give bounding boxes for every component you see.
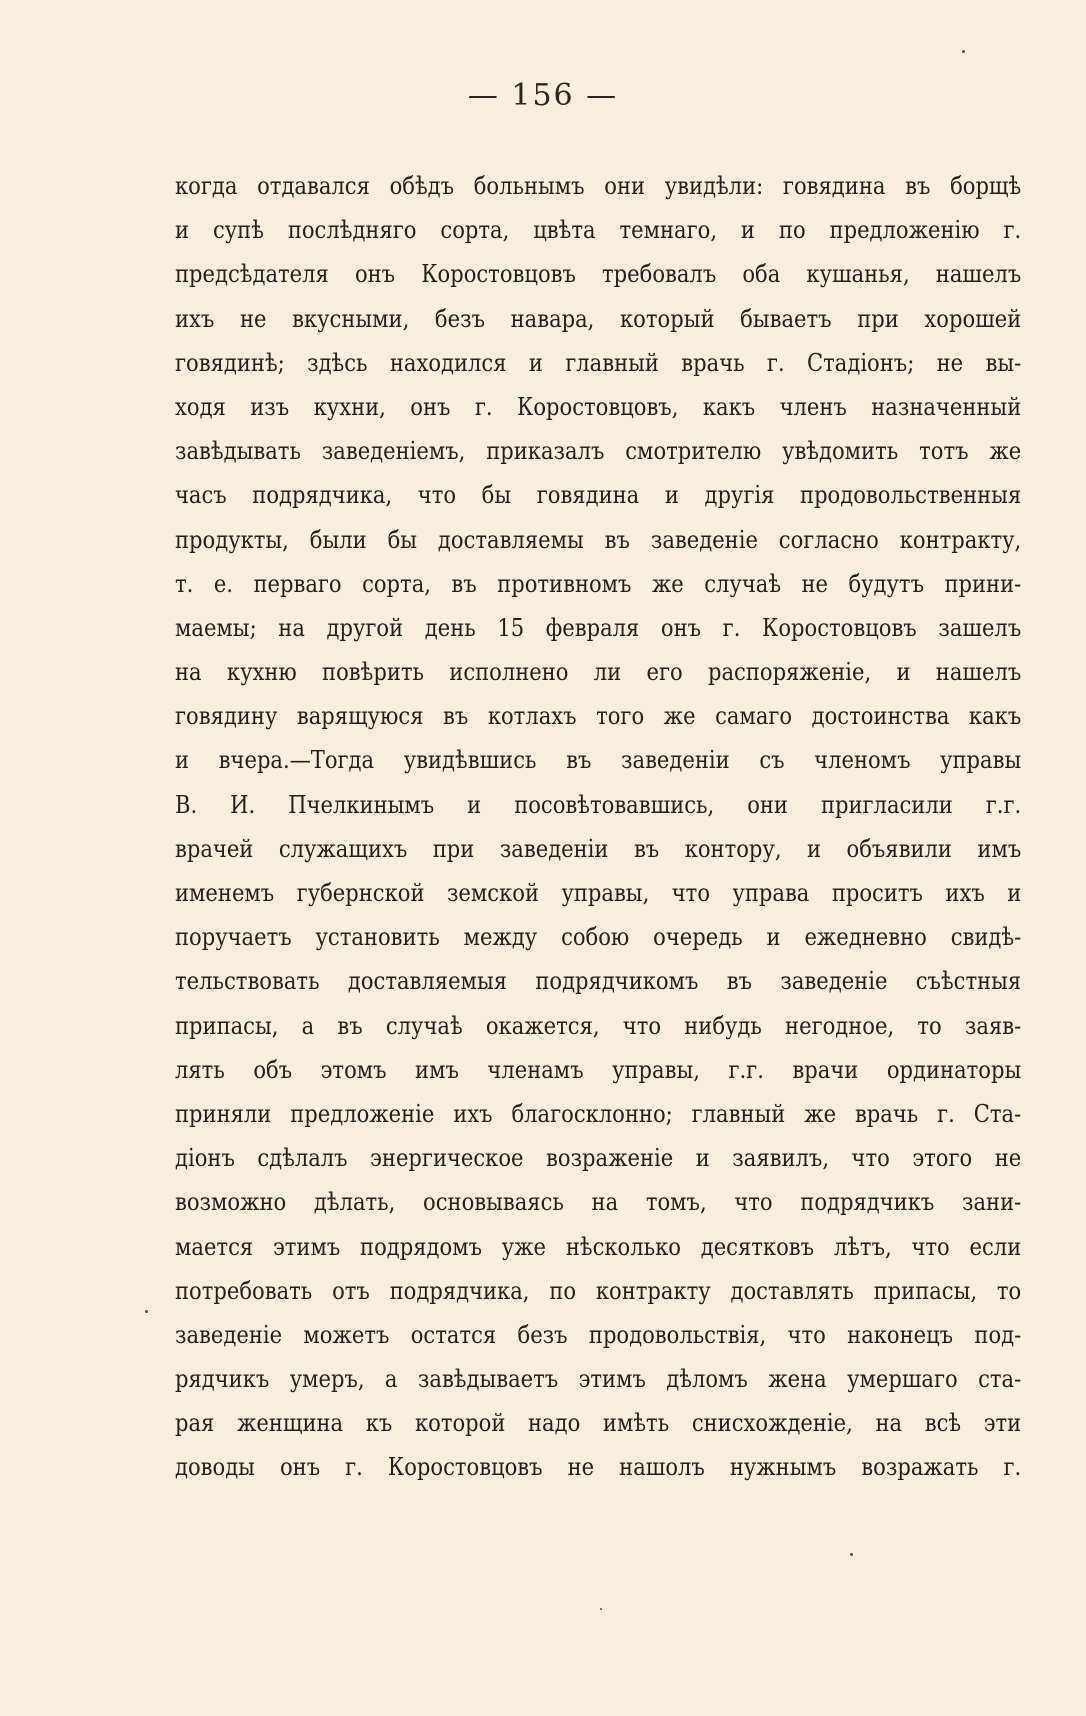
text-line: возможно дѣлать, основываясь на томъ, что подрядчикъ зани- bbox=[175, 1187, 1022, 1217]
text-line: часъ подрядчика, что бы говядина и другія продовольственныя bbox=[175, 480, 1022, 510]
text-line: мается этимъ подрядомъ уже нѣсколько десятковъ лѣтъ, что если bbox=[175, 1231, 1022, 1261]
text-line: предсѣдателя онъ Коростовцовъ требовалъ оба кушанья, нашелъ bbox=[175, 259, 1022, 289]
text-line: рядчикъ умеръ, а завѣдываетъ этимъ дѣломъ жена умершаго ста- bbox=[175, 1364, 1022, 1394]
text-line: лять объ этомъ имъ членамъ управы, г.г. врачи ординаторы bbox=[175, 1054, 1022, 1084]
text-line: т. е. перваго сорта, въ противномъ же случаѣ не будутъ прини- bbox=[175, 568, 1022, 598]
text-line: завѣдывать заведеніемъ, приказалъ смотрителю увѣдомить тотъ же bbox=[175, 436, 1022, 466]
text-line: приняли предложеніе ихъ благосклонно; главный же врачь г. Ста- bbox=[175, 1098, 1022, 1128]
text-line: В. И. Пчелкинымъ и посовѣтовавшись, они пригласили г.г. bbox=[175, 789, 1022, 819]
text-line: говядинѣ; здѣсь находился и главный врачь г. Стадіонъ; не вы- bbox=[175, 347, 1022, 377]
text-line: потребовать отъ подрядчика, по контракту доставлять припасы, то bbox=[175, 1275, 1022, 1305]
text-line: говядину варящуюся въ котлахъ того же самаго достоинства какъ bbox=[175, 701, 1022, 731]
text-line: ходя изъ кухни, онъ г. Коростовцовъ, какъ членъ назначенный bbox=[175, 391, 1022, 421]
page-number-header: — 156 — bbox=[467, 78, 619, 113]
text-line: діонъ сдѣлалъ энергическое возраженіе и заявилъ, что этого не bbox=[175, 1143, 1022, 1173]
text-line: именемъ губернской земской управы, что управа проситъ ихъ и bbox=[175, 878, 1022, 907]
text-line: врачей служащихъ при заведеніи въ контору, и объявили имъ bbox=[175, 833, 1022, 863]
text-line: продукты, были бы доставляемы въ заведеніе согласно контракту, bbox=[175, 524, 1022, 554]
text-line: заведеніе можетъ остатся безъ продовольствія, что наконецъ под- bbox=[175, 1319, 1022, 1349]
text-line: ихъ не вкусными, безъ навара, который бываетъ при хорошей bbox=[175, 303, 1022, 333]
print-speck bbox=[850, 1553, 853, 1556]
body-text bbox=[175, 164, 1022, 1490]
text-line: доводы онъ г. Коростовцовъ не нашолъ нужнымъ возражать г. bbox=[175, 1452, 1022, 1482]
text-line: поручаетъ установить между собою очередь и ежедневно свидѣ- bbox=[175, 922, 1022, 952]
text-line: тельствовать доставляемыя подрядчикомъ въ заведеніе съѣстныя bbox=[175, 966, 1022, 996]
text-line: рая женщина къ которой надо имѣть снисхожденіе, на всѣ эти bbox=[175, 1408, 1022, 1438]
print-speck bbox=[145, 1310, 148, 1313]
text-line: припасы, а въ случаѣ окажется, что нибудь негодное, то заяв- bbox=[175, 1010, 1022, 1040]
text-line: на кухню повѣрить исполнено ли его распоряженіе, и нашелъ bbox=[175, 657, 1022, 687]
text-line: когда отдавался обѣдъ больнымъ они увидѣли: говядина въ борщѣ bbox=[175, 171, 1022, 200]
print-speck bbox=[600, 1608, 602, 1610]
text-line: маемы; на другой день 15 февраля онъ г. Коростовцовъ зашелъ bbox=[175, 612, 1022, 642]
print-speck bbox=[962, 50, 965, 53]
text-line: и супѣ послѣдняго сорта, цвѣта темнаго, и по предложенію г. bbox=[175, 215, 1022, 245]
text-line: и вчера.—Тогда увидѣвшись въ заведеніи съ членомъ управы bbox=[175, 745, 1022, 775]
